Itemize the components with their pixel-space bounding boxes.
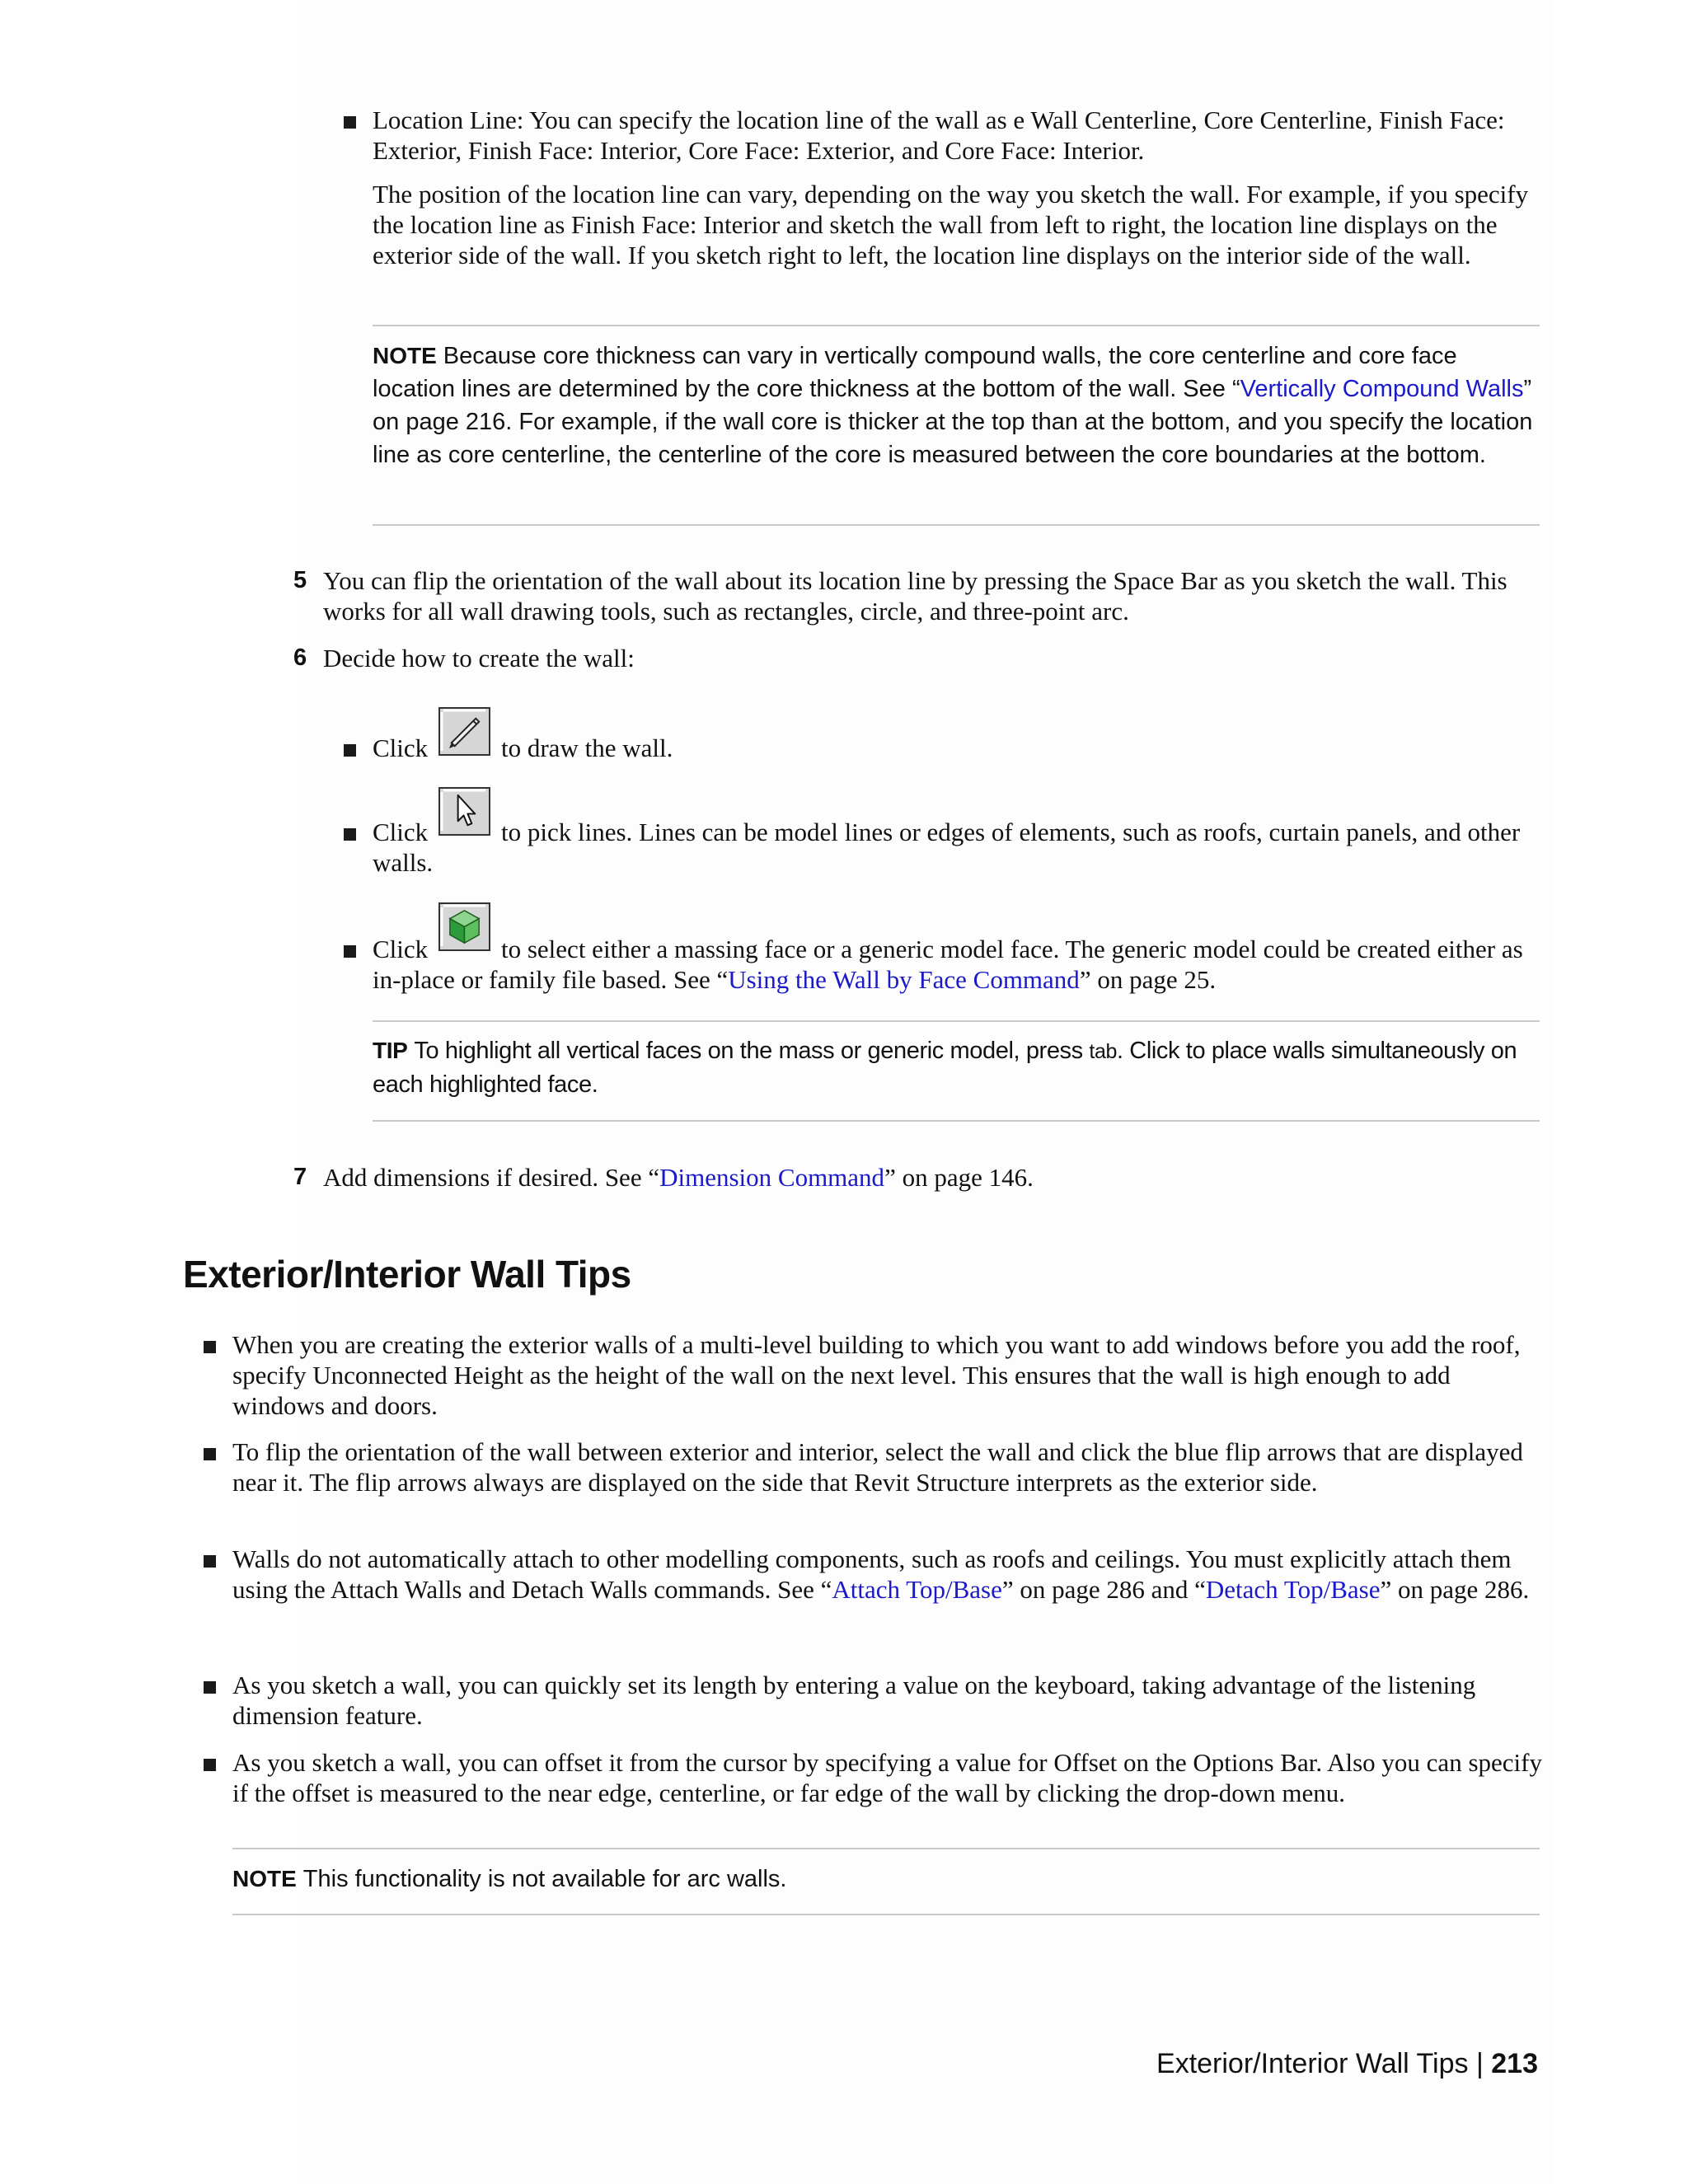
- option-draw-text: to draw the wall.: [501, 733, 673, 762]
- tip-text-b: . Click to place walls simultaneously on each highlighted face.: [373, 1038, 1517, 1098]
- option-text-b: ” on page 25.: [1079, 965, 1217, 994]
- tip-bullet-flip-arrows: To flip the orientation of the wall between exterior and interior, select the wall and click the blue flip arrows that are displayed near it. The flip arrows always are displayed on the side that Revit Structure interprets as the exterior side.: [232, 1437, 1523, 1497]
- option-click-label: Click: [373, 733, 429, 762]
- note-rule-top: [373, 325, 1540, 326]
- location-line-paragraph: The position of the location line can vary, depending on the way you sketch the wall. For example, if you specify the location line as Finish Face: Interior and sketch the wall from left to right, the location line displays on the exterior side of the wall. If you sketch right to left, the location line displays on the interior side of the wall.: [373, 180, 1529, 269]
- note-rule-bottom: [373, 524, 1540, 526]
- option-wall-by-face-text: [373, 934, 1543, 995]
- option-click-label: Click: [373, 818, 429, 846]
- footer-title: Exterior/Interior Wall Tips: [1156, 2048, 1469, 2079]
- bullet-marker: [344, 828, 356, 841]
- step-7-text-b: ” on page 146.: [884, 1163, 1034, 1192]
- section-heading: Exterior/Interior Wall Tips: [183, 1253, 631, 1296]
- note-text-b: ” on page 216. For example, if the wall core is thicker at the top than at the bottom, and you specify the location line as core centerline, the centerline of the core is measured between the core boundaries at the bottom.: [373, 376, 1533, 468]
- attach-text-b: ” on page 286 and “: [1001, 1575, 1206, 1604]
- detach-top-base-link[interactable]: Detach Top/Base: [1205, 1575, 1381, 1604]
- draw-wall-button[interactable]: [438, 707, 490, 756]
- tip-bullet-attach-walls: [232, 1544, 1543, 1605]
- tip-bullet-offset: As you sketch a wall, you can offset it from the cursor by specifying a value for Offset on the Options Bar. Also you can specify if the offset is measured to the near edge, centerline, or far edge of the wall by clicking the drop-down menu.: [232, 1748, 1542, 1807]
- vertically-compound-walls-link[interactable]: Vertically Compound Walls: [1240, 376, 1524, 402]
- pencil-icon: [440, 709, 489, 754]
- step-6-number: 6: [293, 644, 307, 671]
- note-vertically-compound: [373, 340, 1543, 471]
- bullet-marker: [344, 116, 356, 129]
- note-text-a: Because core thickness can vary in vertically compound walls, the core centerline and core face location lines are determined by the core thickness at the bottom of the wall. See “: [373, 343, 1457, 402]
- tip-bullet-unconnected-height: When you are creating the exterior walls of a multi-level building to which you want to add windows before you add the roof, specify Unconnected Height as the height of the wall on the next level. This ensures that the wall is high enough to add windows and doors.: [232, 1330, 1521, 1420]
- attach-top-base-link[interactable]: Attach Top/Base: [832, 1575, 1002, 1604]
- note-label: NOTE: [373, 343, 437, 368]
- location-line-bullet: Location Line: You can specify the location line of the wall as e Wall Centerline, Core Centerline, Finish Face: Exterior, Finish Face: Interior, Core Face: Exterior, and Core Face: Interior.: [373, 105, 1505, 165]
- tip-bullet-listening-dimension: As you sketch a wall, you can quickly set its length by entering a value on the keyboard, taking advantage of the listening dimension feature.: [232, 1671, 1476, 1730]
- bullet-marker: [204, 1341, 216, 1353]
- bullet-marker: [344, 744, 356, 757]
- bullet-marker: [204, 1681, 216, 1694]
- step-7-text-a: Add dimensions if desired. See “: [323, 1163, 660, 1192]
- tip-rule-bottom: [373, 1120, 1540, 1122]
- tip-box: [373, 1034, 1543, 1101]
- dimension-command-link[interactable]: Dimension Command: [659, 1163, 885, 1192]
- tip-rule-top: [373, 1020, 1540, 1022]
- bullet-marker: [204, 1448, 216, 1460]
- tip-text-a: To highlight all vertical faces on the mass or generic model, press: [414, 1038, 1083, 1064]
- option-click-label: Click: [373, 935, 429, 963]
- step-6-text: Decide how to create the wall:: [323, 644, 635, 673]
- bullet-marker: [204, 1759, 216, 1771]
- footer-separator: |: [1475, 2048, 1484, 2079]
- page-footer: [1156, 2046, 1538, 2082]
- note2-label: NOTE: [232, 1866, 297, 1891]
- page-number: 213: [1491, 2048, 1538, 2079]
- wall-by-face-command-link[interactable]: Using the Wall by Face Command: [728, 965, 1080, 994]
- note2-rule-top: [232, 1848, 1540, 1849]
- tip-label: TIP: [373, 1038, 408, 1063]
- bullet-marker: [204, 1555, 216, 1568]
- attach-text-c: ” on page 286.: [1380, 1575, 1530, 1604]
- tab-key: tab: [1089, 1040, 1117, 1063]
- note2-text: This functionality is not available for arc walls.: [302, 1866, 787, 1892]
- step-5-number: 5: [293, 567, 307, 593]
- bullet-marker: [344, 945, 356, 958]
- attach-text-a: Walls do not automatically attach to other modelling components, such as roofs and ceilings. You must explicitly attach them using the Attach Walls and Detach Walls commands. See “: [232, 1544, 1512, 1604]
- step-5-text: You can flip the orientation of the wall about its location line by pressing the Space Bar as you sketch the wall. This works for all wall drawing tools, such as rectangles, circle, and three-point arc.: [323, 566, 1507, 626]
- option-text-a: to select either a massing face or a generic model face. The generic model could be created either as in-place or family file based. See “: [373, 935, 1523, 994]
- note-arc-walls: [232, 1863, 1543, 1896]
- note2-rule-bottom: [232, 1914, 1540, 1915]
- option-pick-lines-text: to pick lines. Lines can be model lines or edges of elements, such as roofs, curtain panels, and other walls.: [373, 818, 1521, 877]
- step-7-text: [323, 1162, 1543, 1193]
- step-7-number: 7: [293, 1164, 307, 1190]
